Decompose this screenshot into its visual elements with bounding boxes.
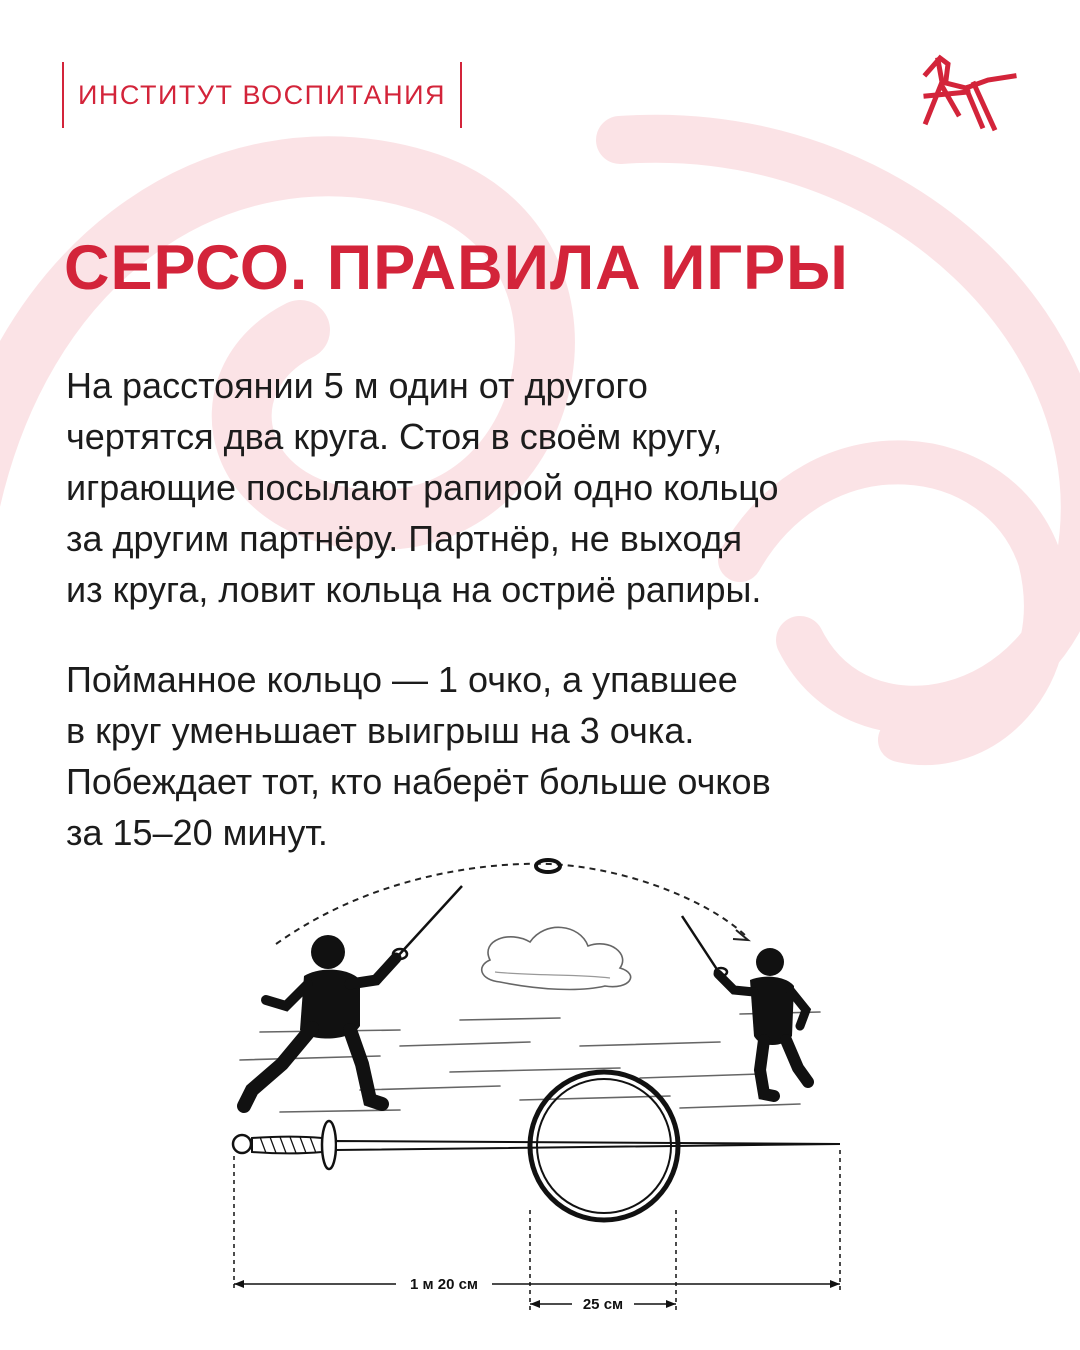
- right-rapier: [682, 916, 720, 974]
- brand-name: ИНСТИТУТ ВОСПИТАНИЯ: [78, 79, 446, 110]
- text-line: за другим партнёру. Партнёр, не выходя: [66, 518, 743, 559]
- text-line: чертятся два круга. Стоя в своём кругу,: [66, 416, 723, 457]
- left-rapier: [398, 886, 462, 956]
- rapier-guard: [322, 1121, 336, 1169]
- flying-ring-icon: [536, 860, 560, 872]
- text-line: На расстоянии 5 м один от другого: [66, 365, 648, 406]
- rapier-diagram: [233, 1072, 840, 1220]
- brand-tag: [62, 62, 462, 128]
- page-title: СЕРСО. ПРАВИЛА ИГРЫ: [64, 233, 849, 303]
- chair-logo-icon: [918, 52, 1018, 134]
- rules-paragraph-2: [66, 654, 771, 858]
- text-line: Побеждает тот, кто наберёт больше очков: [66, 761, 771, 802]
- ring-trajectory: [276, 864, 746, 944]
- text-line: играющие посылают рапирой одно кольцо: [66, 467, 779, 508]
- rapier-blade: [336, 1141, 840, 1150]
- cloud-icon: [482, 927, 631, 989]
- text-line: за 15–20 минут.: [66, 812, 328, 853]
- right-player-silhouette: [718, 948, 808, 1096]
- text-line: из круга, ловит кольца на остриё рапиры.: [66, 569, 762, 610]
- rules-paragraph-1: [66, 360, 778, 615]
- text-line: в круг уменьшает выигрыш на 3 очка.: [66, 710, 695, 751]
- ring-diameter-label: 25 см: [582, 1296, 624, 1313]
- sword-length-label: 1 м 20 см: [409, 1276, 479, 1293]
- left-player-silhouette: [244, 935, 396, 1106]
- text-line: Пойманное кольцо — 1 очко, а упавшее: [66, 659, 738, 700]
- game-illustration: [200, 850, 880, 1335]
